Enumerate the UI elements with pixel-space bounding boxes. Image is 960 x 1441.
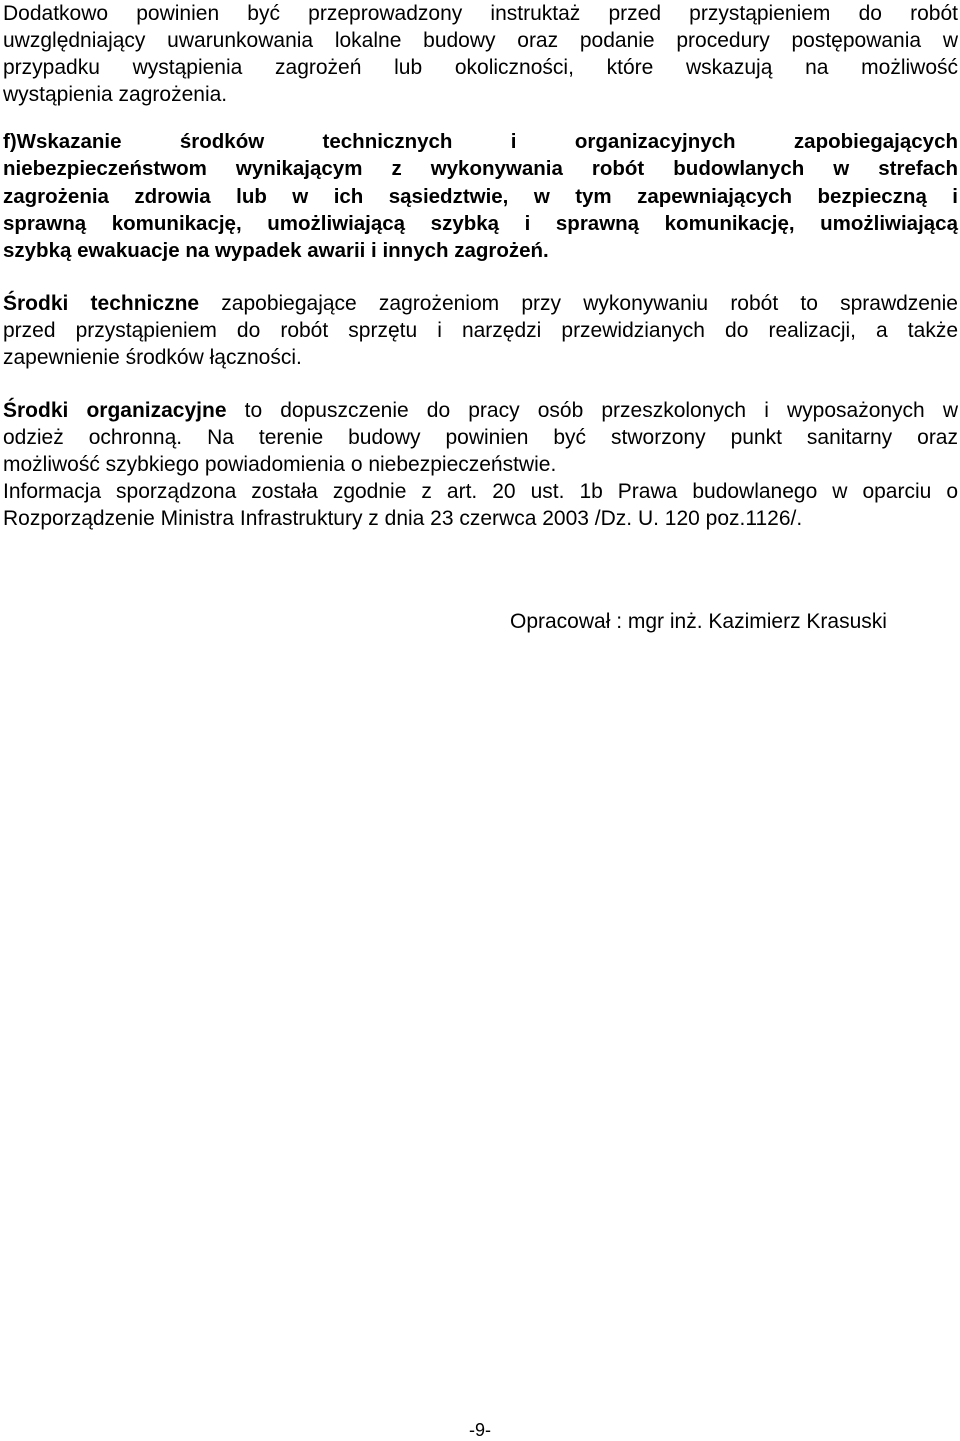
organizational-measures-paragraph bbox=[3, 397, 958, 478]
organizational-line-1 bbox=[3, 397, 958, 424]
author-signature: Opracował : mgr inż. Kazimierz Krasuski bbox=[510, 610, 887, 633]
section-f-heading bbox=[3, 128, 958, 264]
section-f-line-4: sprawną komunikację, umożliwiającą szybką i sprawną komunikację, umożliwiającą bbox=[3, 211, 958, 235]
legal-basis-line-1: Informacja sporządzona została zgodnie z art. 20 ust. 1b Prawa budowlanego w oparciu o bbox=[3, 480, 958, 503]
legal-basis-line-2: Rozporządzenie Ministra Infrastruktury z dnia 23 czerwca 2003 /Dz. U. 120 poz.1126/. bbox=[3, 507, 803, 530]
technical-line-2: przed przystąpieniem do robót sprzętu i narzędzi przewidzianych do realizacji, a także bbox=[3, 319, 958, 342]
section-f-line-2: niebezpieczeństwom wynikającym z wykonywania robót budowlanych w strefach bbox=[3, 157, 958, 181]
intro-paragraph bbox=[3, 0, 958, 108]
organizational-line-2: odzież ochronną. Na terenie budowy powinien być stworzony punkt sanitarny oraz bbox=[3, 426, 958, 449]
page-number: -9- bbox=[469, 1420, 491, 1440]
intro-line-1: Dodatkowo powinien być przeprowadzony instruktaż przed przystąpieniem do robót bbox=[3, 2, 958, 25]
organizational-line-3: możliwość szybkiego powiadomienia o niebezpieczeństwie. bbox=[3, 453, 557, 476]
technical-measures-term: Środki techniczne bbox=[3, 292, 200, 315]
intro-line-2: uwzględniający uwarunkowania lokalne budowy oraz podanie procedury postępowania w bbox=[3, 29, 958, 52]
legal-basis-paragraph bbox=[3, 478, 958, 532]
section-f-line-5: szybką ewakuacje na wypadek awarii i innych zagrożeń. bbox=[3, 239, 549, 263]
intro-line-4: wystąpienia zagrożenia. bbox=[3, 83, 228, 106]
organizational-measures-term: Środki organizacyjne bbox=[3, 399, 227, 422]
technical-measures-paragraph bbox=[3, 290, 958, 371]
organizational-line-1-text: to dopuszczenie do pracy osób przeszkolonych i wyposażonych w bbox=[226, 399, 959, 422]
intro-line-3: przypadku wystąpienia zagrożeń lub okoliczności, które wskazują na możliwość bbox=[3, 56, 958, 79]
technical-line-1 bbox=[3, 290, 958, 317]
section-f-line-3: zagrożenia zdrowia lub w ich sąsiedztwie, w tym zapewniających bezpieczną i bbox=[3, 184, 958, 208]
technical-line-3: zapewnienie środków łączności. bbox=[3, 346, 302, 369]
section-f-line-1: f)Wskazanie środków technicznych i organizacyjnych zapobiegających bbox=[3, 130, 958, 153]
technical-line-1-text: zapobiegające zagrożeniom przy wykonywaniu robót to sprawdzenie bbox=[199, 292, 958, 315]
